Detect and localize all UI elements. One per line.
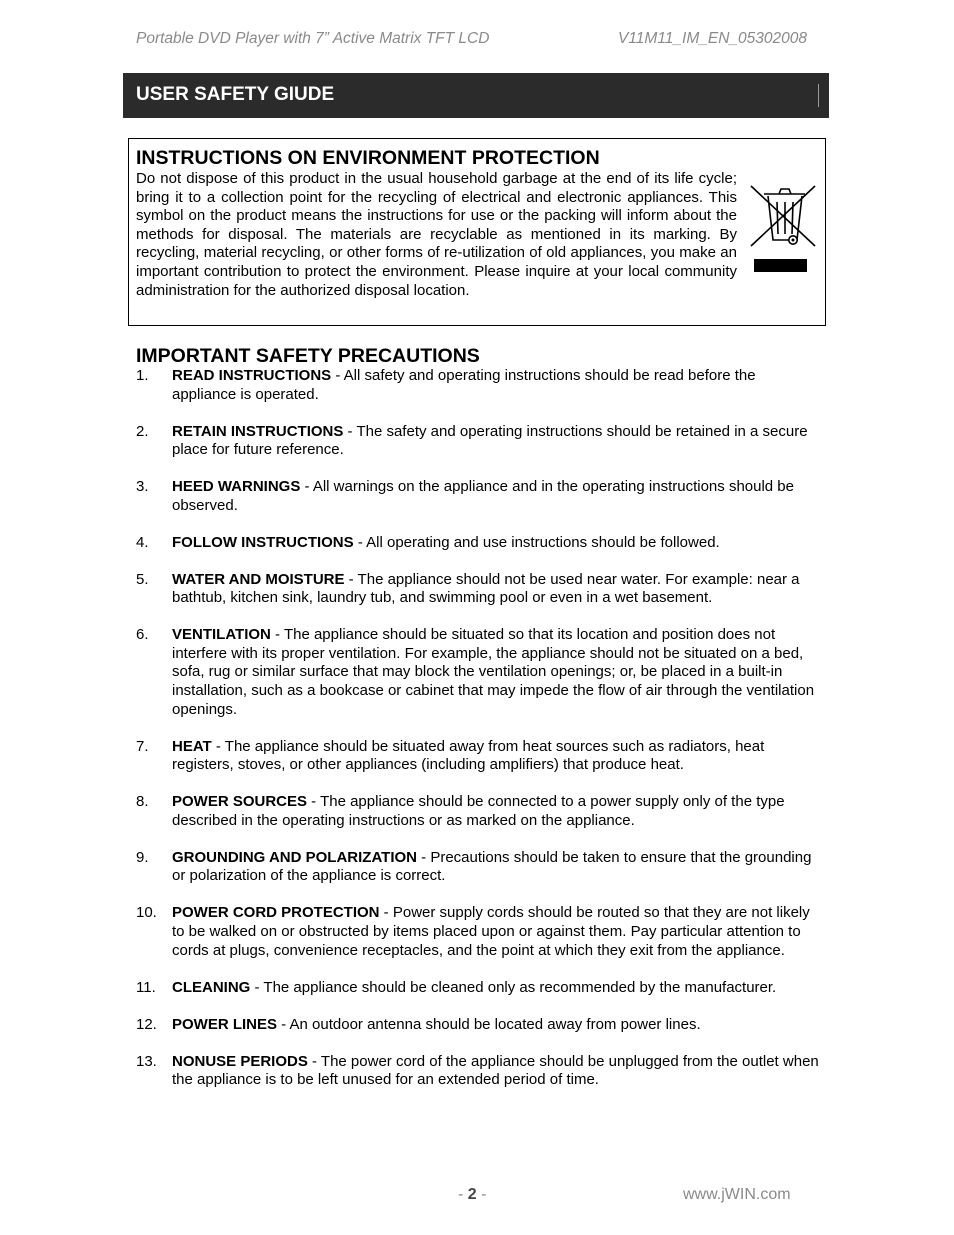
list-item-text: - All operating and use instructions should be followed. — [353, 533, 720, 551]
list-item-body — [172, 367, 820, 404]
list-item-label: VENTILATION — [172, 626, 271, 644]
list-item-number: 2. — [136, 422, 149, 440]
list-item-number: 1. — [136, 367, 149, 384]
list-item-number: 3. — [136, 478, 149, 496]
list-item — [136, 793, 826, 830]
list-item-body — [172, 904, 820, 960]
list-item-text: - The appliance should be cleaned only as recommended by the manufacturer. — [250, 978, 777, 996]
list-item — [136, 423, 826, 460]
list-item-body — [172, 738, 820, 775]
list-item-label: RETAIN INSTRUCTIONS — [172, 422, 344, 440]
precautions-title: IMPORTANT SAFETY PRECAUTIONS — [136, 345, 480, 367]
section-banner — [123, 73, 829, 118]
list-item-body — [172, 534, 820, 553]
list-item-text: - The appliance should be situated away from heat sources such as radiators, heat registers, stoves, or other appliances (including amplifiers) that produce heat. — [172, 737, 765, 774]
list-item-text: - Power supply cords should be routed so that they are not likely to be walked on or obstructed by items placed upon or against them. Pay particular attention to cords at plugs, convenience receptacles, and the point at which they exit from the appliance. — [172, 904, 810, 959]
list-item-body — [172, 1016, 820, 1035]
list-item-body — [172, 849, 820, 886]
list-item — [136, 534, 826, 553]
list-item-label: POWER SOURCES — [172, 793, 308, 811]
list-item-body — [172, 571, 820, 608]
list-item — [136, 979, 826, 998]
list-item-text: - The safety and operating instructions should be retained in a secure place for future reference. — [172, 422, 808, 459]
precautions-list — [136, 367, 826, 1108]
header-document-code: V11M11_IM_EN_05302008 — [618, 30, 808, 47]
list-item-text: - The appliance should be situated so that its location and position does not interfere with its proper ventilation. For example, the appliance should not be situated on a bed, sofa, rug or similar surface that may block the ventilation openings; or, be placed in a built-in installation, such as a bookcase or cabinet that may impede the flow of air through the ventilation openings. — [172, 626, 815, 718]
list-item — [136, 626, 826, 719]
list-item-text: - The appliance should not be used near water. For example: near a bathtub, kitchen sink, laundry tub, and swimming pool or even in a wet basement. — [172, 570, 800, 607]
list-item-number: 11. — [136, 978, 156, 996]
banner-frame — [133, 84, 819, 107]
list-item — [136, 1016, 826, 1035]
list-item — [136, 1053, 826, 1090]
list-item-label: POWER CORD PROTECTION — [172, 904, 380, 922]
environment-protection-box — [128, 138, 826, 326]
list-item-number: 5. — [136, 570, 149, 588]
list-item-label: HEED WARNINGS — [172, 478, 301, 496]
environment-title: INSTRUCTIONS ON ENVIRONMENT PROTECTION — [136, 147, 600, 169]
list-item-text: - The power cord of the appliance should be unplugged from the outlet when the appliance is to be left unused for an extended period of time. — [172, 1052, 819, 1089]
list-item-body — [172, 793, 820, 830]
list-item — [136, 738, 826, 775]
list-item-text: - All safety and operating instructions should be read before the appliance is operated. — [172, 367, 756, 403]
list-item-number: 6. — [136, 626, 149, 644]
list-item-number: 4. — [136, 533, 149, 551]
banner-title: USER SAFETY GIUDE — [136, 84, 335, 105]
list-item-label: HEAT — [172, 737, 212, 755]
environment-text: Do not dispose of this product in the usual household garbage at the end of its life cycle; bring it to a collection point for the recycling of electrical and electronic appliances. This symbol on the product means the instructions for use or the packing will inform about the methods for disposal. The materials are recyclable as mentioned in its marking. By recycling, material recycling, or other forms of re-utilization of old appliances, you make an important contribution to protect the environment. Please inquire at your local community administration for the authorized disposal location. — [136, 170, 737, 299]
list-item-label: READ INSTRUCTIONS — [172, 367, 332, 384]
list-item — [136, 849, 826, 886]
page-number-value: 2 — [467, 1186, 477, 1203]
list-item-body — [172, 423, 820, 460]
list-item-label: WATER AND MOISTURE — [172, 570, 345, 588]
list-item-body — [172, 1053, 820, 1090]
list-item-body — [172, 979, 820, 998]
list-item-number: 9. — [136, 848, 149, 866]
list-item-label: GROUNDING AND POLARIZATION — [172, 848, 417, 866]
header-document-title: Portable DVD Player with 7” Active Matrix TFT LCD — [136, 30, 490, 47]
list-item-number: 13. — [136, 1052, 157, 1070]
list-item-label: NONUSE PERIODS — [172, 1052, 308, 1070]
list-item-number: 10. — [136, 904, 157, 922]
list-item — [136, 367, 826, 404]
list-item-number: 8. — [136, 793, 149, 811]
footer-website: www.jWIN.com — [683, 1186, 791, 1203]
page-number — [458, 1186, 486, 1204]
list-item — [136, 478, 826, 515]
list-item-text: - Precautions should be taken to ensure that the grounding or polarization of the appliance is correct. — [172, 848, 812, 885]
list-item-body — [172, 478, 820, 515]
list-item-body — [172, 626, 820, 719]
list-item-number: 12. — [136, 1015, 157, 1033]
list-item-text: - An outdoor antenna should be located away from power lines. — [277, 1015, 701, 1033]
list-item-number: 7. — [136, 737, 149, 755]
list-item — [136, 904, 826, 960]
list-item — [136, 571, 826, 608]
crossed-out-wheelie-bin-icon — [749, 182, 817, 274]
list-item-text: - All warnings on the appliance and in the operating instructions should be observed. — [172, 478, 794, 514]
page-number-suffix: - — [476, 1186, 487, 1203]
page-number-prefix: - — [458, 1186, 468, 1203]
list-item-label: POWER LINES — [172, 1015, 278, 1033]
list-item-text: - The appliance should be connected to a power supply only of the type described in the operating instructions or as marked on the appliance. — [172, 793, 785, 829]
list-item-label: FOLLOW INSTRUCTIONS — [172, 533, 354, 551]
list-item-label: CLEANING — [172, 978, 251, 996]
